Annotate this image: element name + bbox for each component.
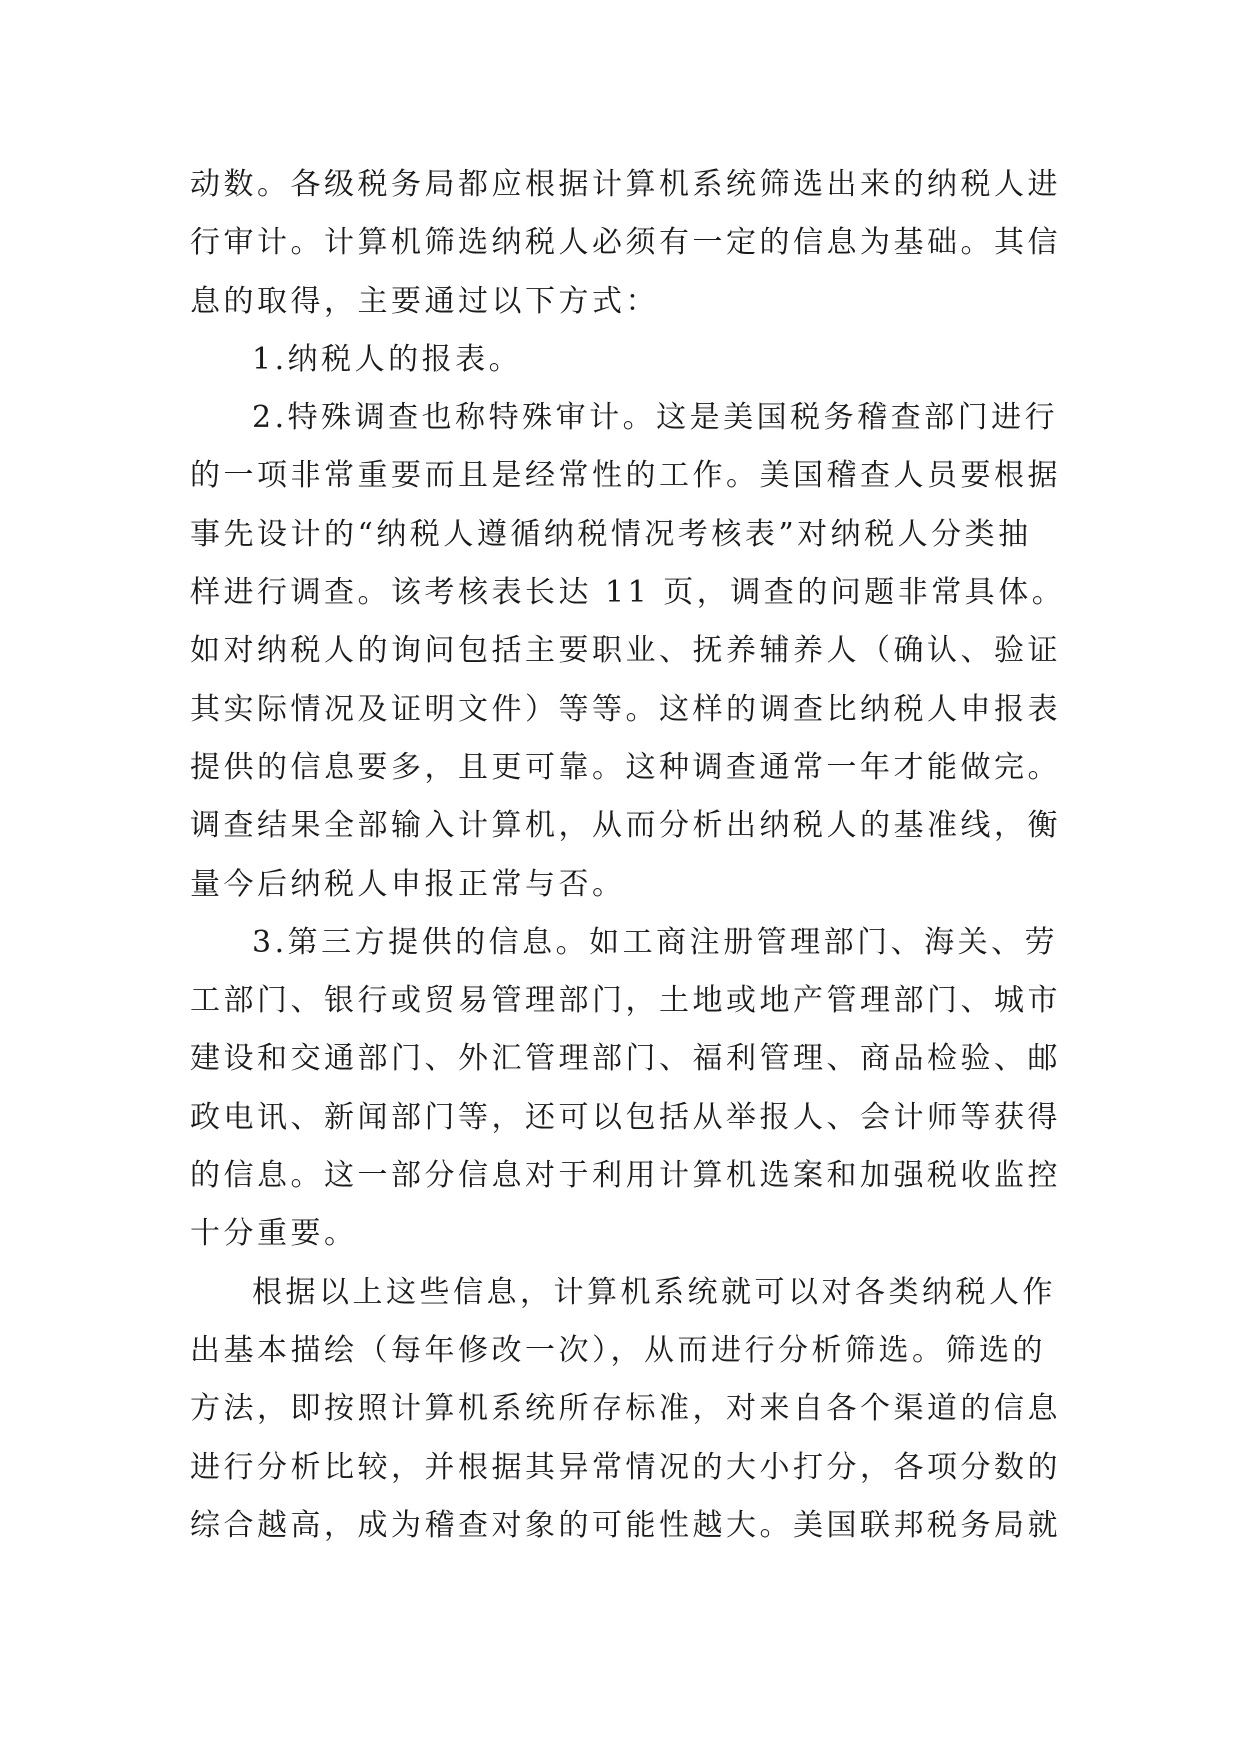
text-line: 十分重要。 [190, 1216, 358, 1252]
text-line: 的一项非常重要而且是经常性的工作。美国稽查人员要根据 [190, 458, 1061, 494]
text-line: 调查结果全部输入计算机，从而分析出纳税人的基准线，衡 [190, 808, 1061, 844]
text-line: 工部门、银行或贸易管理部门，土地或地产管理部门、城市 [190, 983, 1061, 1019]
paragraph-start: 根据以上这些信息，计算机系统就可以对各类纳税人作 [252, 1274, 1056, 1310]
list-item-3: 3.第三方提供的信息。如工商注册管理部门、海关、劳 [252, 924, 1059, 960]
text-line: 的信息。这一部分信息对于利用计算机选案和加强税收监控 [190, 1158, 1061, 1194]
text-line: 样进行调查。该考核表长达 11 页，调查的问题非常具体。 [190, 575, 1066, 611]
text-line: 综合越高，成为稽查对象的可能性越大。美国联邦税务局就 [190, 1507, 1061, 1543]
document-body [190, 156, 1070, 1555]
list-item-2: 2.特殊调查也称特殊审计。这是美国税务稽查部门进行 [252, 400, 1059, 436]
text-line: 提供的信息要多，且更可靠。这种调查通常一年才能做完。 [190, 749, 1061, 785]
text-line: 量今后纳税人申报正常与否。 [190, 866, 626, 902]
text-line: 事先设计的“纳税人遵循纳税情况考核表”对纳税人分类抽 [190, 516, 1032, 552]
text-line: 出基本描绘（每年修改一次），从而进行分析筛选。筛选的 [190, 1332, 1046, 1368]
text-line: 如对纳税人的询问包括主要职业、抚养辅养人（确认、验证 [190, 633, 1061, 669]
text-line: 政电讯、新闻部门等，还可以包括从举报人、会计师等获得 [190, 1099, 1061, 1135]
text-line: 其实际情况及证明文件）等等。这样的调查比纳税人申报表 [190, 691, 1061, 727]
text-line: 动数。各级税务局都应根据计算机系统筛选出来的纳税人进 [190, 167, 1061, 202]
text-line: 建设和交通部门、外汇管理部门、福利管理、商品检验、邮 [190, 1041, 1061, 1077]
text-line: 进行分析比较，并根据其异常情况的大小打分，各项分数的 [190, 1449, 1061, 1485]
list-item-1: 1.纳税人的报表。 [252, 341, 523, 377]
text-line: 息的取得，主要通过以下方式： [190, 283, 659, 319]
text-line: 方法，即按照计算机系统所存标准，对来自各个渠道的信息 [190, 1391, 1061, 1427]
text-line: 行审计。计算机筛选纳税人必须有一定的信息为基础。其信 [190, 225, 1061, 261]
